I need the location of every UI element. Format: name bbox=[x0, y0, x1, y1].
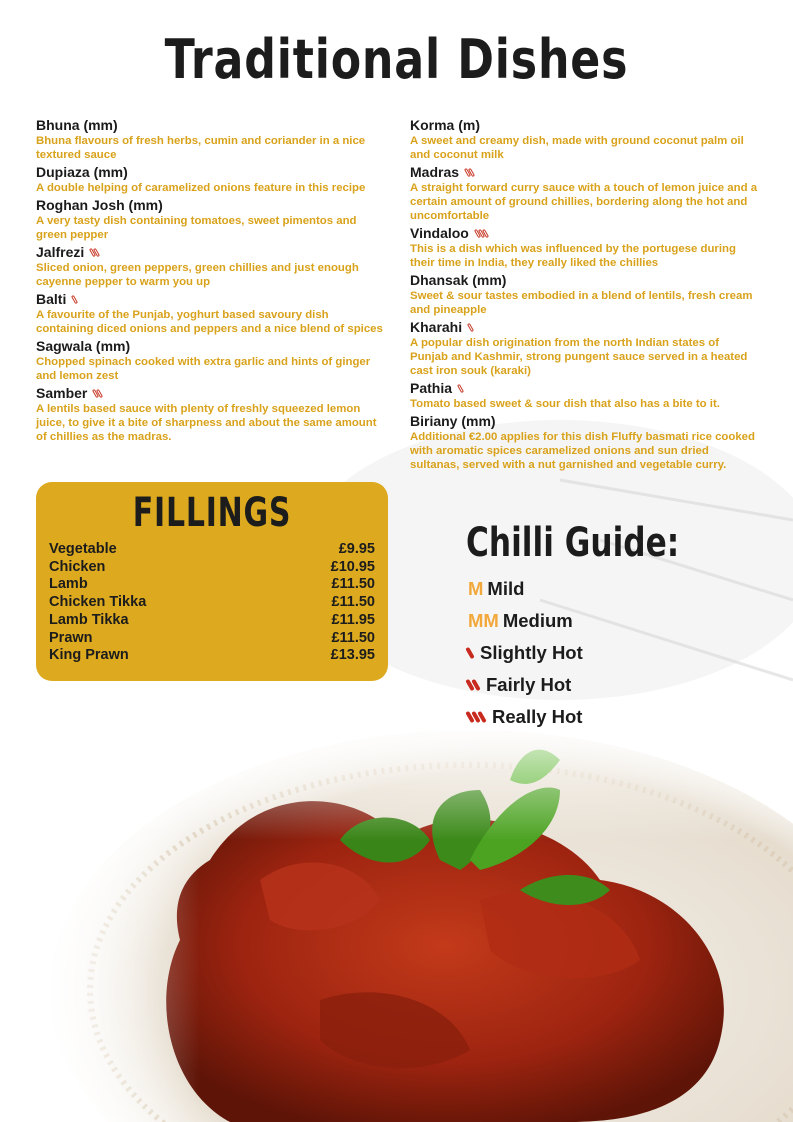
dish-item bbox=[410, 380, 760, 411]
filling-name: Chicken Tikka bbox=[49, 594, 147, 611]
dish-name bbox=[410, 380, 760, 397]
filling-price: £11.50 bbox=[331, 629, 375, 646]
dish-description: Sliced onion, green peppers, green chillies and just enough cayenne pepper to warm you up bbox=[36, 262, 359, 288]
dish-description: Additional €2.00 applies for this dish Fluffy basmati rice cooked with aromatic spices caramelized onions and sun dried sultanas, served with a nut garnished and vegetable curry. bbox=[410, 431, 755, 471]
dish-name-text: Madras bbox=[410, 164, 460, 180]
filling-price: £10.95 bbox=[330, 558, 375, 575]
filling-price: £11.50 bbox=[331, 576, 375, 593]
page-title: Traditional Dishes bbox=[164, 28, 629, 91]
dish-description: A lentils based sauce with plenty of freshly squeezed lemon juice, to give it a bite of sharpness and about the same amount of chillies as the madras. bbox=[36, 403, 377, 443]
dish-name-text: Samber bbox=[36, 385, 88, 401]
dish-item bbox=[410, 319, 760, 378]
dish-item bbox=[36, 291, 386, 336]
dish-item bbox=[36, 385, 386, 444]
chilli-icon bbox=[73, 295, 76, 304]
dish-name-text: Balti bbox=[36, 291, 67, 307]
fillings-list bbox=[49, 541, 375, 665]
filling-price: £11.50 bbox=[331, 594, 375, 611]
dish-name bbox=[36, 291, 386, 308]
filling-name: Prawn bbox=[49, 629, 93, 646]
dish-item bbox=[36, 244, 386, 289]
dish-name-text: Pathia bbox=[410, 380, 453, 396]
chilli-guide-row bbox=[468, 669, 583, 701]
dish-description: A double helping of caramelized onions feature in this recipe bbox=[36, 182, 366, 194]
filling-name: Lamb bbox=[49, 576, 88, 593]
dish-item bbox=[36, 117, 386, 162]
dish-description: Bhuna flavours of fresh herbs, cumin and coriander in a nice textured sauce bbox=[36, 135, 366, 161]
heat-code: MM bbox=[468, 610, 499, 631]
filling-row bbox=[49, 541, 375, 559]
dish-name-text: Sagwala (mm) bbox=[36, 338, 131, 354]
heat-label: Slightly Hot bbox=[480, 642, 583, 663]
filling-name: King Prawn bbox=[49, 647, 129, 664]
heat-label: Really Hot bbox=[492, 706, 583, 727]
dish-description: Tomato based sweet & sour dish that also has a bite to it. bbox=[410, 398, 720, 410]
chilli-guide-list bbox=[468, 573, 583, 733]
filling-price: £9.95 bbox=[338, 541, 375, 557]
filling-name: Chicken bbox=[49, 558, 106, 575]
chilli-icon bbox=[466, 168, 473, 177]
chilli-icon bbox=[91, 248, 98, 257]
dish-name bbox=[36, 244, 386, 261]
filling-price: £11.95 bbox=[331, 611, 375, 628]
dish-description: Sweet & sour tastes embodied in a blend of lentils, fresh cream and pineapple bbox=[410, 290, 753, 316]
dish-description: A sweet and creamy dish, made with ground coconut palm oil and coconut milk bbox=[410, 135, 744, 161]
dish-name bbox=[36, 197, 386, 214]
dish-name-text: Bhuna (mm) bbox=[36, 117, 118, 133]
filling-row bbox=[49, 630, 375, 648]
dish-name bbox=[410, 272, 760, 289]
dish-description: A very tasty dish containing tomatoes, sweet pimentos and green pepper bbox=[36, 215, 357, 241]
dish-name bbox=[36, 338, 386, 355]
chilli-icon bbox=[94, 389, 101, 398]
dish-item bbox=[410, 117, 760, 162]
dish-description: This is a dish which was influenced by the portugese during their time in India, they really liked the chillies bbox=[410, 243, 736, 269]
fillings-panel bbox=[36, 482, 388, 681]
filling-row bbox=[49, 559, 375, 577]
chilli-guide-row bbox=[468, 605, 583, 637]
dish-description: Chopped spinach cooked with extra garlic and hints of ginger and lemon zest bbox=[36, 356, 371, 382]
dish-name-text: Vindaloo bbox=[410, 225, 469, 241]
filling-row bbox=[49, 647, 375, 665]
dish-name-text: Jalfrezi bbox=[36, 244, 85, 260]
chilli-icon bbox=[468, 711, 484, 723]
filling-row bbox=[49, 576, 375, 594]
chilli-icon bbox=[459, 384, 462, 393]
heat-code: M bbox=[468, 578, 484, 599]
chilli-guide-title: Chilli Guide: bbox=[466, 520, 680, 566]
heat-label: Mild bbox=[487, 578, 525, 599]
dish-list-left bbox=[36, 117, 386, 446]
filling-name: Vegetable bbox=[49, 541, 117, 557]
dish-name bbox=[410, 164, 760, 181]
dish-name-text: Dhansak (mm) bbox=[410, 272, 507, 288]
dish-item bbox=[410, 164, 760, 223]
chilli-icon bbox=[468, 647, 472, 659]
dish-description: A popular dish origination from the north Indian states of Punjab and Kashmir, strong pungent sauce served in a heated cast iron souk (karaki) bbox=[410, 337, 748, 377]
dish-description: A straight forward curry sauce with a touch of lemon juice and a certain amount of ground chillies, bordering along the hot and uncomfortable bbox=[410, 182, 758, 222]
chilli-guide-row bbox=[468, 573, 583, 605]
dish-name bbox=[410, 319, 760, 336]
filling-price: £13.95 bbox=[330, 647, 375, 664]
dish-item bbox=[410, 225, 760, 270]
dish-name bbox=[410, 413, 760, 430]
dish-description: A favourite of the Punjab, yoghurt based savoury dish containing diced onions and peppers and a nice blend of spices bbox=[36, 309, 383, 335]
chilli-icon bbox=[469, 323, 472, 332]
chilli-guide-row bbox=[468, 637, 583, 669]
heat-label: Medium bbox=[502, 610, 573, 631]
dish-item bbox=[410, 413, 760, 472]
dish-name bbox=[410, 117, 760, 134]
dish-name-text: Biriany (mm) bbox=[410, 413, 496, 429]
fillings-title: FILLINGS bbox=[132, 490, 292, 536]
chilli-icon bbox=[468, 679, 478, 691]
dish-name bbox=[36, 164, 386, 181]
heat-label: Fairly Hot bbox=[486, 674, 572, 695]
chilli-guide-row bbox=[468, 701, 583, 733]
dish-name-text: Roghan Josh (mm) bbox=[36, 197, 163, 213]
dish-item bbox=[36, 164, 386, 195]
filling-row bbox=[49, 612, 375, 630]
dish-name-text: Dupiaza (mm) bbox=[36, 164, 128, 180]
filling-name: Lamb Tikka bbox=[49, 611, 129, 628]
filling-row bbox=[49, 594, 375, 612]
dish-name-text: Kharahi bbox=[410, 319, 463, 335]
dish-item bbox=[36, 338, 386, 383]
dish-item bbox=[410, 272, 760, 317]
dish-name-text: Korma (m) bbox=[410, 117, 481, 133]
dish-name bbox=[410, 225, 760, 242]
dish-list-right bbox=[410, 117, 760, 474]
chilli-icon bbox=[476, 229, 487, 238]
dish-item bbox=[36, 197, 386, 242]
dish-name bbox=[36, 117, 386, 134]
dish-name bbox=[36, 385, 386, 402]
